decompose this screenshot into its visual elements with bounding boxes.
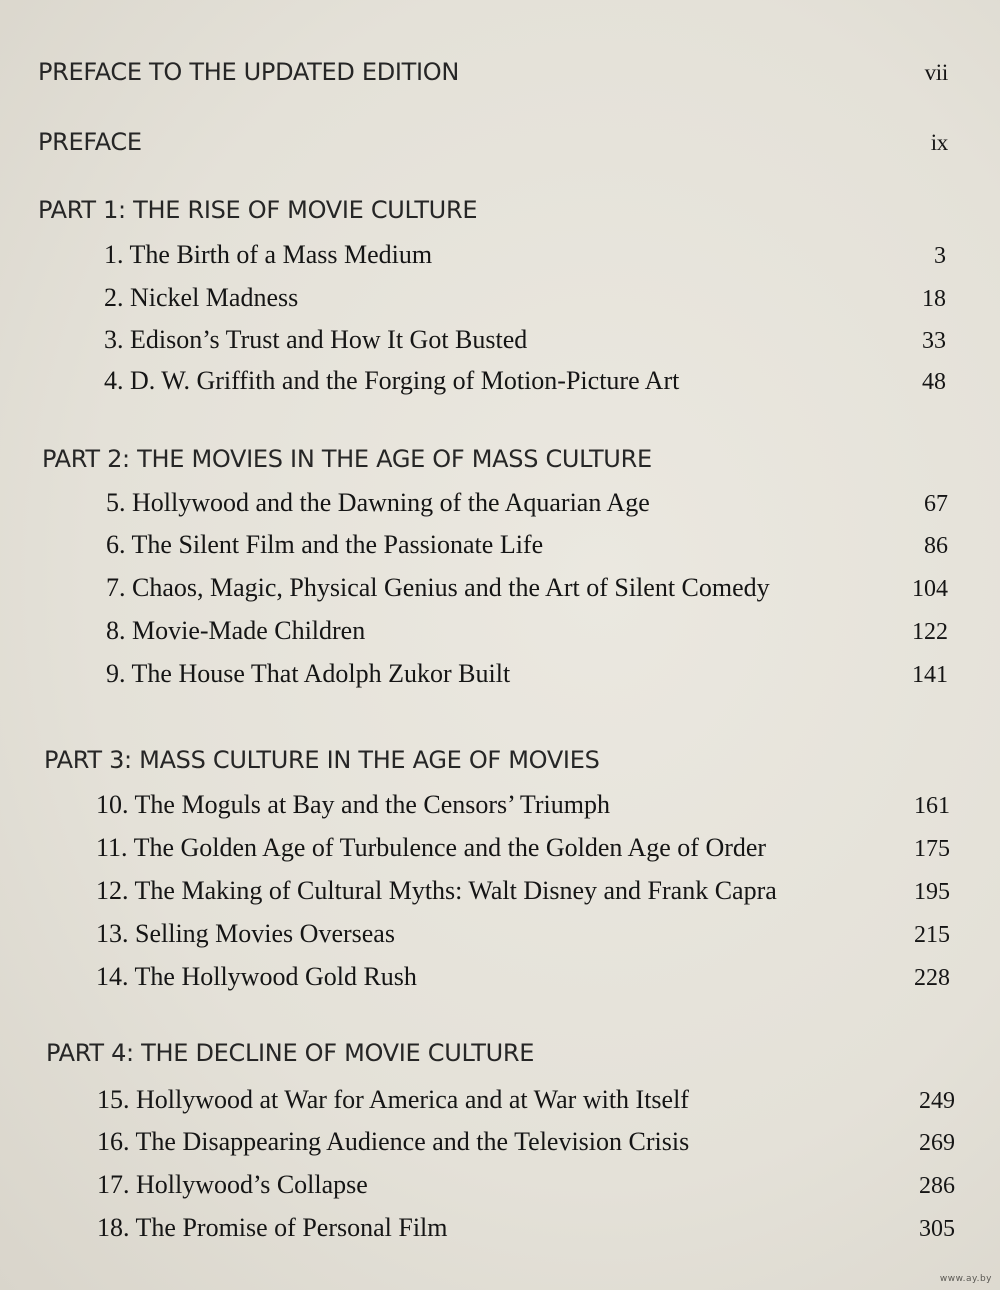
chapter-entry	[106, 530, 948, 560]
chapter-title: 17. Hollywood’s Collapse	[97, 1170, 368, 1199]
entry-page-number: ix	[930, 130, 948, 155]
chapter-title: 12. The Making of Cultural Myths: Walt Disney and Frank Capra	[96, 876, 777, 905]
chapter-entry	[97, 1170, 955, 1200]
chapter-entry	[97, 1085, 955, 1115]
chapter-entry	[106, 659, 948, 689]
chapter-entry	[104, 325, 946, 355]
chapter-entry	[104, 366, 946, 396]
chapter-title: 11. The Golden Age of Turbulence and the Golden Age of Order	[96, 833, 767, 862]
chapter-page-number: 161	[914, 793, 950, 819]
chapter-title: 5. Hollywood and the Dawning of the Aquarian Age	[106, 488, 650, 517]
part-title: PART 2: THE MOVIES IN THE AGE OF MASS CULTURE	[42, 445, 652, 473]
chapter-page-number: 175	[914, 836, 950, 862]
watermark: www.ay.by	[939, 1274, 992, 1284]
chapter-title: 16. The Disappearing Audience and the Television Crisis	[97, 1127, 690, 1156]
part-heading	[38, 196, 477, 224]
chapter-page-number: 249	[919, 1088, 955, 1114]
chapter-title: 4. D. W. Griffith and the Forging of Motion-Picture Art	[104, 366, 680, 395]
chapter-title: 15. Hollywood at War for America and at War with Itself	[97, 1085, 689, 1114]
chapter-title: 14. The Hollywood Gold Rush	[96, 962, 417, 991]
chapter-page-number: 141	[912, 662, 948, 688]
chapter-page-number: 104	[912, 576, 948, 602]
chapter-entry	[97, 1127, 955, 1157]
chapter-page-number: 33	[922, 328, 946, 354]
part-title: PART 4: THE DECLINE OF MOVIE CULTURE	[46, 1039, 535, 1067]
chapter-title: 13. Selling Movies Overseas	[96, 919, 395, 948]
chapter-entry	[96, 876, 950, 906]
chapter-title: 3. Edison’s Trust and How It Got Busted	[104, 325, 528, 354]
chapter-title: 6. The Silent Film and the Passionate Life	[106, 530, 544, 559]
chapter-title: 18. The Promise of Personal Film	[97, 1213, 448, 1242]
chapter-title: 1. The Birth of a Mass Medium	[104, 240, 433, 269]
chapter-entry	[104, 283, 946, 313]
entry-title: PREFACE TO THE UPDATED EDITION	[38, 58, 460, 86]
chapter-page-number: 48	[922, 369, 946, 395]
chapter-page-number: 269	[919, 1130, 955, 1156]
chapter-entry	[96, 919, 950, 949]
entry-title: PREFACE	[38, 128, 142, 156]
chapter-entry	[104, 240, 946, 270]
chapter-entry	[106, 488, 948, 518]
chapter-title: 8. Movie-Made Children	[106, 616, 366, 645]
part-title: PART 3: MASS CULTURE IN THE AGE OF MOVIES	[44, 746, 600, 774]
chapter-page-number: 86	[924, 533, 948, 559]
chapter-entry	[96, 790, 950, 820]
chapter-entry	[96, 962, 950, 992]
chapter-title: 9. The House That Adolph Zukor Built	[106, 659, 511, 688]
chapter-page-number: 228	[914, 965, 950, 991]
chapter-title: 2. Nickel Madness	[104, 283, 299, 312]
chapter-page-number: 18	[922, 286, 946, 312]
chapter-entry	[97, 1213, 955, 1243]
chapter-page-number: 67	[924, 491, 948, 517]
chapter-entry	[106, 616, 948, 646]
chapter-entry	[96, 833, 950, 863]
chapter-page-number: 286	[919, 1173, 955, 1199]
toc-entry-preface-updated	[38, 58, 948, 86]
part-heading	[44, 746, 600, 774]
chapter-title: 7. Chaos, Magic, Physical Genius and the Art of Silent Comedy	[106, 573, 770, 602]
toc-entry-preface	[38, 128, 948, 156]
chapter-page-number: 3	[934, 243, 946, 269]
chapter-page-number: 122	[912, 619, 948, 645]
chapter-page-number: 215	[914, 922, 950, 948]
chapter-title: 10. The Moguls at Bay and the Censors’ Triumph	[96, 790, 610, 819]
part-heading	[42, 445, 652, 473]
chapter-page-number: 195	[914, 879, 950, 905]
chapter-entry	[106, 573, 948, 603]
part-heading	[46, 1039, 534, 1067]
chapter-page-number: 305	[919, 1216, 955, 1242]
part-title: PART 1: THE RISE OF MOVIE CULTURE	[38, 196, 478, 224]
entry-page-number: vii	[924, 60, 948, 85]
